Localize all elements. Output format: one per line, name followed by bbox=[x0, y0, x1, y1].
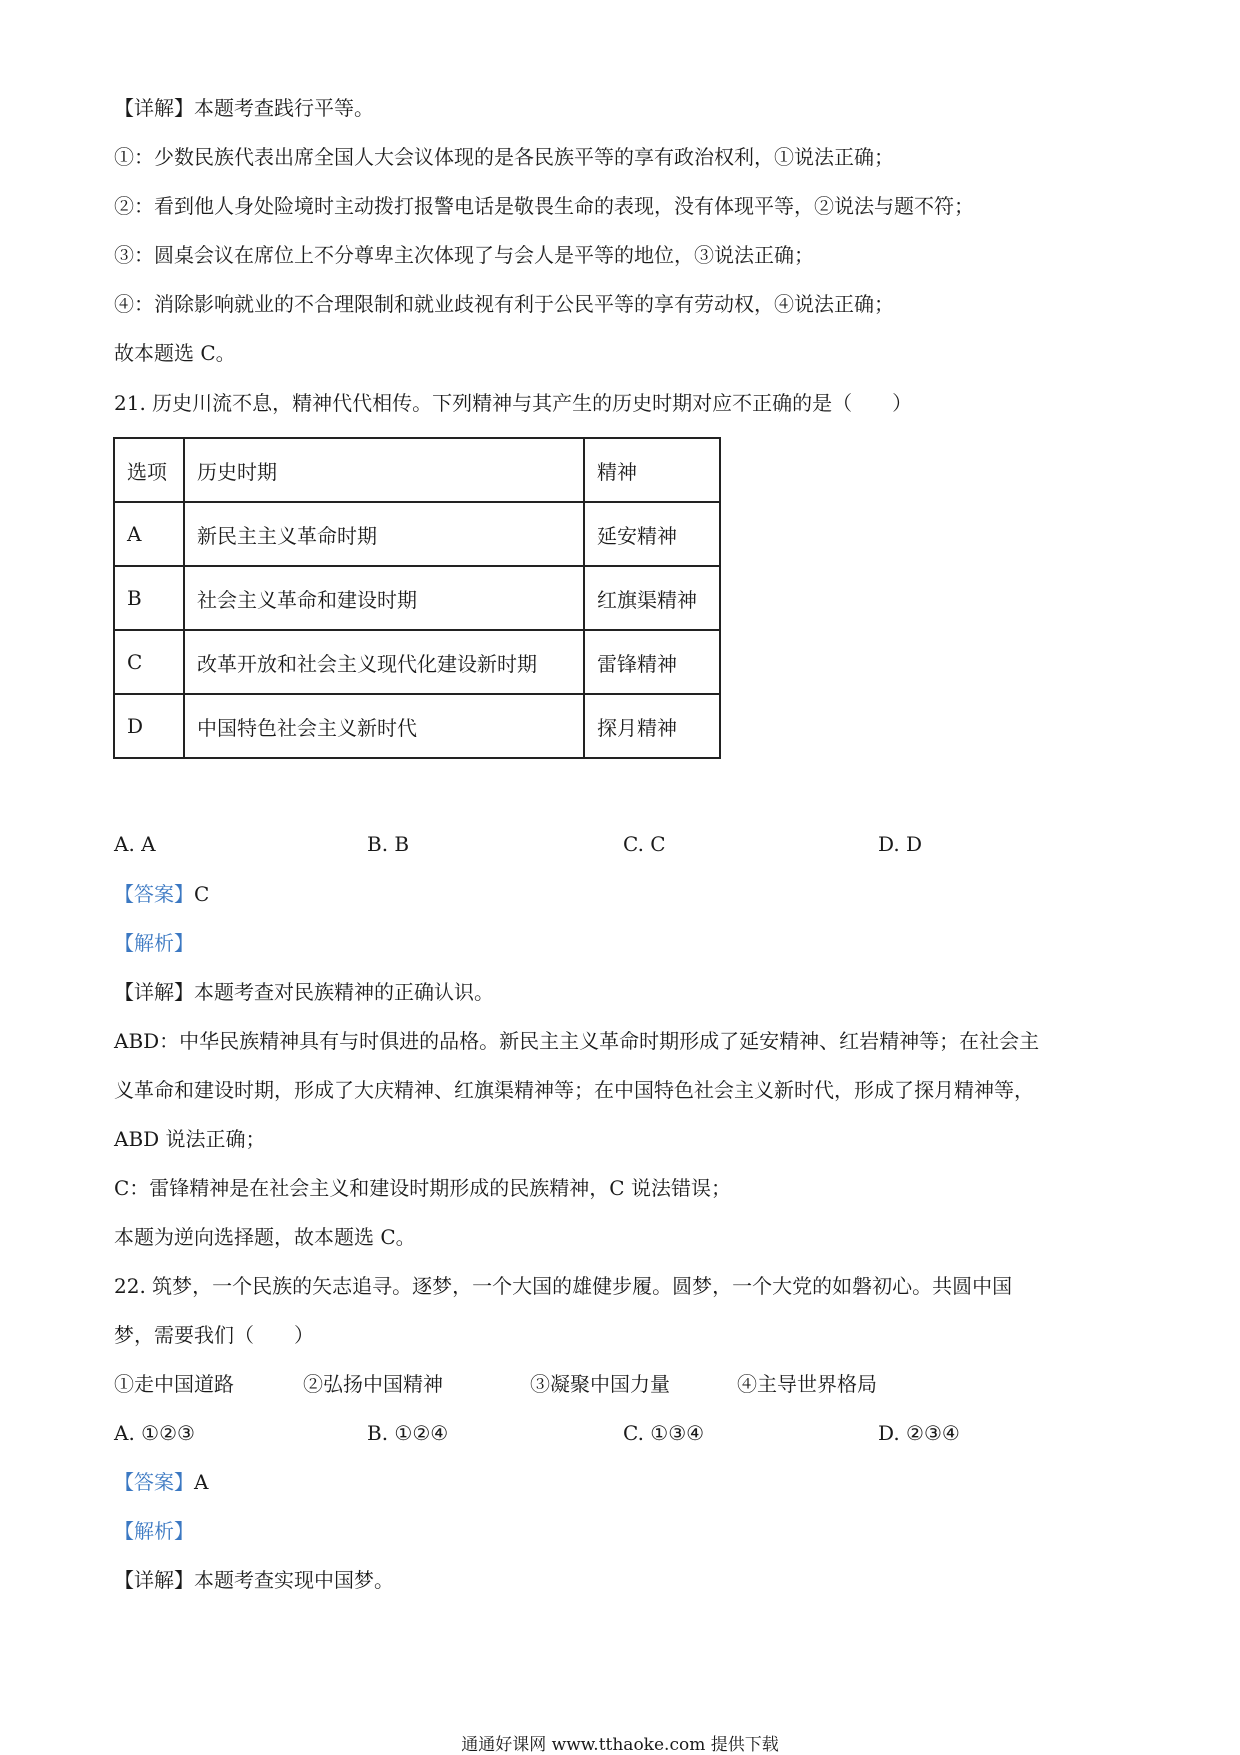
table-cell: D bbox=[114, 694, 184, 758]
q21-abd-line-2: 义革命和建设时期，形成了大庆精神、红旗渠精神等；在中国特色社会主义新时代，形成了探月精神等， bbox=[114, 1078, 1034, 1102]
prev-detail: 【详解】本题考查践行平等。 bbox=[114, 96, 374, 120]
prev-conclusion: 故本题选 C。 bbox=[114, 341, 236, 365]
answer-value: C bbox=[194, 882, 210, 906]
q21-conclusion: 本题为逆向选择题，故本题选 C。 bbox=[114, 1225, 416, 1249]
table-header-cell: 历史时期 bbox=[184, 438, 584, 502]
table-row bbox=[114, 566, 720, 630]
q22-option-b: B. ①②④ bbox=[367, 1421, 449, 1445]
q21-stem: 21. 历史川流不息，精神代代相传。下列精神与其产生的历史时期对应不正确的是（ ） bbox=[114, 391, 913, 415]
table-row bbox=[114, 502, 720, 566]
table-header-row bbox=[114, 438, 720, 502]
q22-item-2: ②弘扬中国精神 bbox=[303, 1372, 443, 1396]
prev-point-2: ②：看到他人身处险境时主动拨打报警电话是敬畏生命的表现，没有体现平等，②说法与题不符； bbox=[114, 194, 974, 218]
q21-option-a: A. A bbox=[114, 832, 156, 856]
table-header-cell: 选项 bbox=[114, 438, 184, 502]
q22-item-4: ④主导世界格局 bbox=[737, 1372, 877, 1396]
table-cell: B bbox=[114, 566, 184, 630]
answer-label: 【答案】 bbox=[114, 1470, 194, 1494]
table-cell: A bbox=[114, 502, 184, 566]
table-cell: C bbox=[114, 630, 184, 694]
table-cell: 社会主义革命和建设时期 bbox=[184, 566, 584, 630]
prev-point-3: ③：圆桌会议在席位上不分尊卑主次体现了与会人是平等的地位，③说法正确； bbox=[114, 243, 814, 267]
table-header-cell: 精神 bbox=[584, 438, 720, 502]
table-cell: 新民主主义革命时期 bbox=[184, 502, 584, 566]
table-cell: 红旗渠精神 bbox=[584, 566, 720, 630]
q22-detail: 【详解】本题考查实现中国梦。 bbox=[114, 1568, 394, 1592]
q22-stem-line-1: 22. 筑梦，一个民族的矢志追寻。逐梦，一个大国的雄健步履。圆梦，一个大党的如磐初心。共圆中国 bbox=[114, 1274, 1013, 1298]
q22-option-a: A. ①②③ bbox=[114, 1421, 195, 1445]
prev-point-4: ④：消除影响就业的不合理限制和就业歧视有利于公民平等的享有劳动权，④说法正确； bbox=[114, 292, 894, 316]
page-footer: 通通好课网 www.tthaoke.com 提供下载 bbox=[461, 1735, 779, 1755]
q22-option-d: D. ②③④ bbox=[878, 1421, 960, 1445]
table-cell: 中国特色社会主义新时代 bbox=[184, 694, 584, 758]
q21-option-b: B. B bbox=[367, 832, 410, 856]
q22-stem-line-2: 梦，需要我们（ ） bbox=[114, 1323, 314, 1347]
q21-detail: 【详解】本题考查对民族精神的正确认识。 bbox=[114, 980, 494, 1004]
table-row bbox=[114, 694, 720, 758]
q21-table bbox=[113, 437, 721, 759]
q21-answer bbox=[114, 880, 209, 908]
table-cell: 雷锋精神 bbox=[584, 630, 720, 694]
q22-item-3: ③凝聚中国力量 bbox=[530, 1372, 670, 1396]
table-cell: 延安精神 bbox=[584, 502, 720, 566]
prev-point-1: ①：少数民族代表出席全国人大会议体现的是各民族平等的享有政治权利，①说法正确； bbox=[114, 145, 894, 169]
answer-label: 【答案】 bbox=[114, 882, 194, 906]
q21-c-explanation: C：雷锋精神是在社会主义和建设时期形成的民族精神，C 说法错误； bbox=[114, 1176, 731, 1200]
q21-abd-line-1: ABD：中华民族精神具有与时俱进的品格。新民主主义革命时期形成了延安精神、红岩精神等；在社会主 bbox=[114, 1029, 1040, 1053]
q22-analysis-label: 【解析】 bbox=[114, 1519, 194, 1543]
answer-value: A bbox=[194, 1470, 209, 1494]
q21-abd-line-3: ABD 说法正确； bbox=[114, 1127, 266, 1151]
q21-option-d: D. D bbox=[878, 832, 923, 856]
q21-analysis-label: 【解析】 bbox=[114, 931, 194, 955]
q22-answer bbox=[114, 1468, 208, 1496]
table-cell: 探月精神 bbox=[584, 694, 720, 758]
q21-option-c: C. C bbox=[623, 832, 666, 856]
q22-item-1: ①走中国道路 bbox=[114, 1372, 234, 1396]
table-row bbox=[114, 630, 720, 694]
q22-option-c: C. ①③④ bbox=[623, 1421, 705, 1445]
table-cell: 改革开放和社会主义现代化建设新时期 bbox=[184, 630, 584, 694]
